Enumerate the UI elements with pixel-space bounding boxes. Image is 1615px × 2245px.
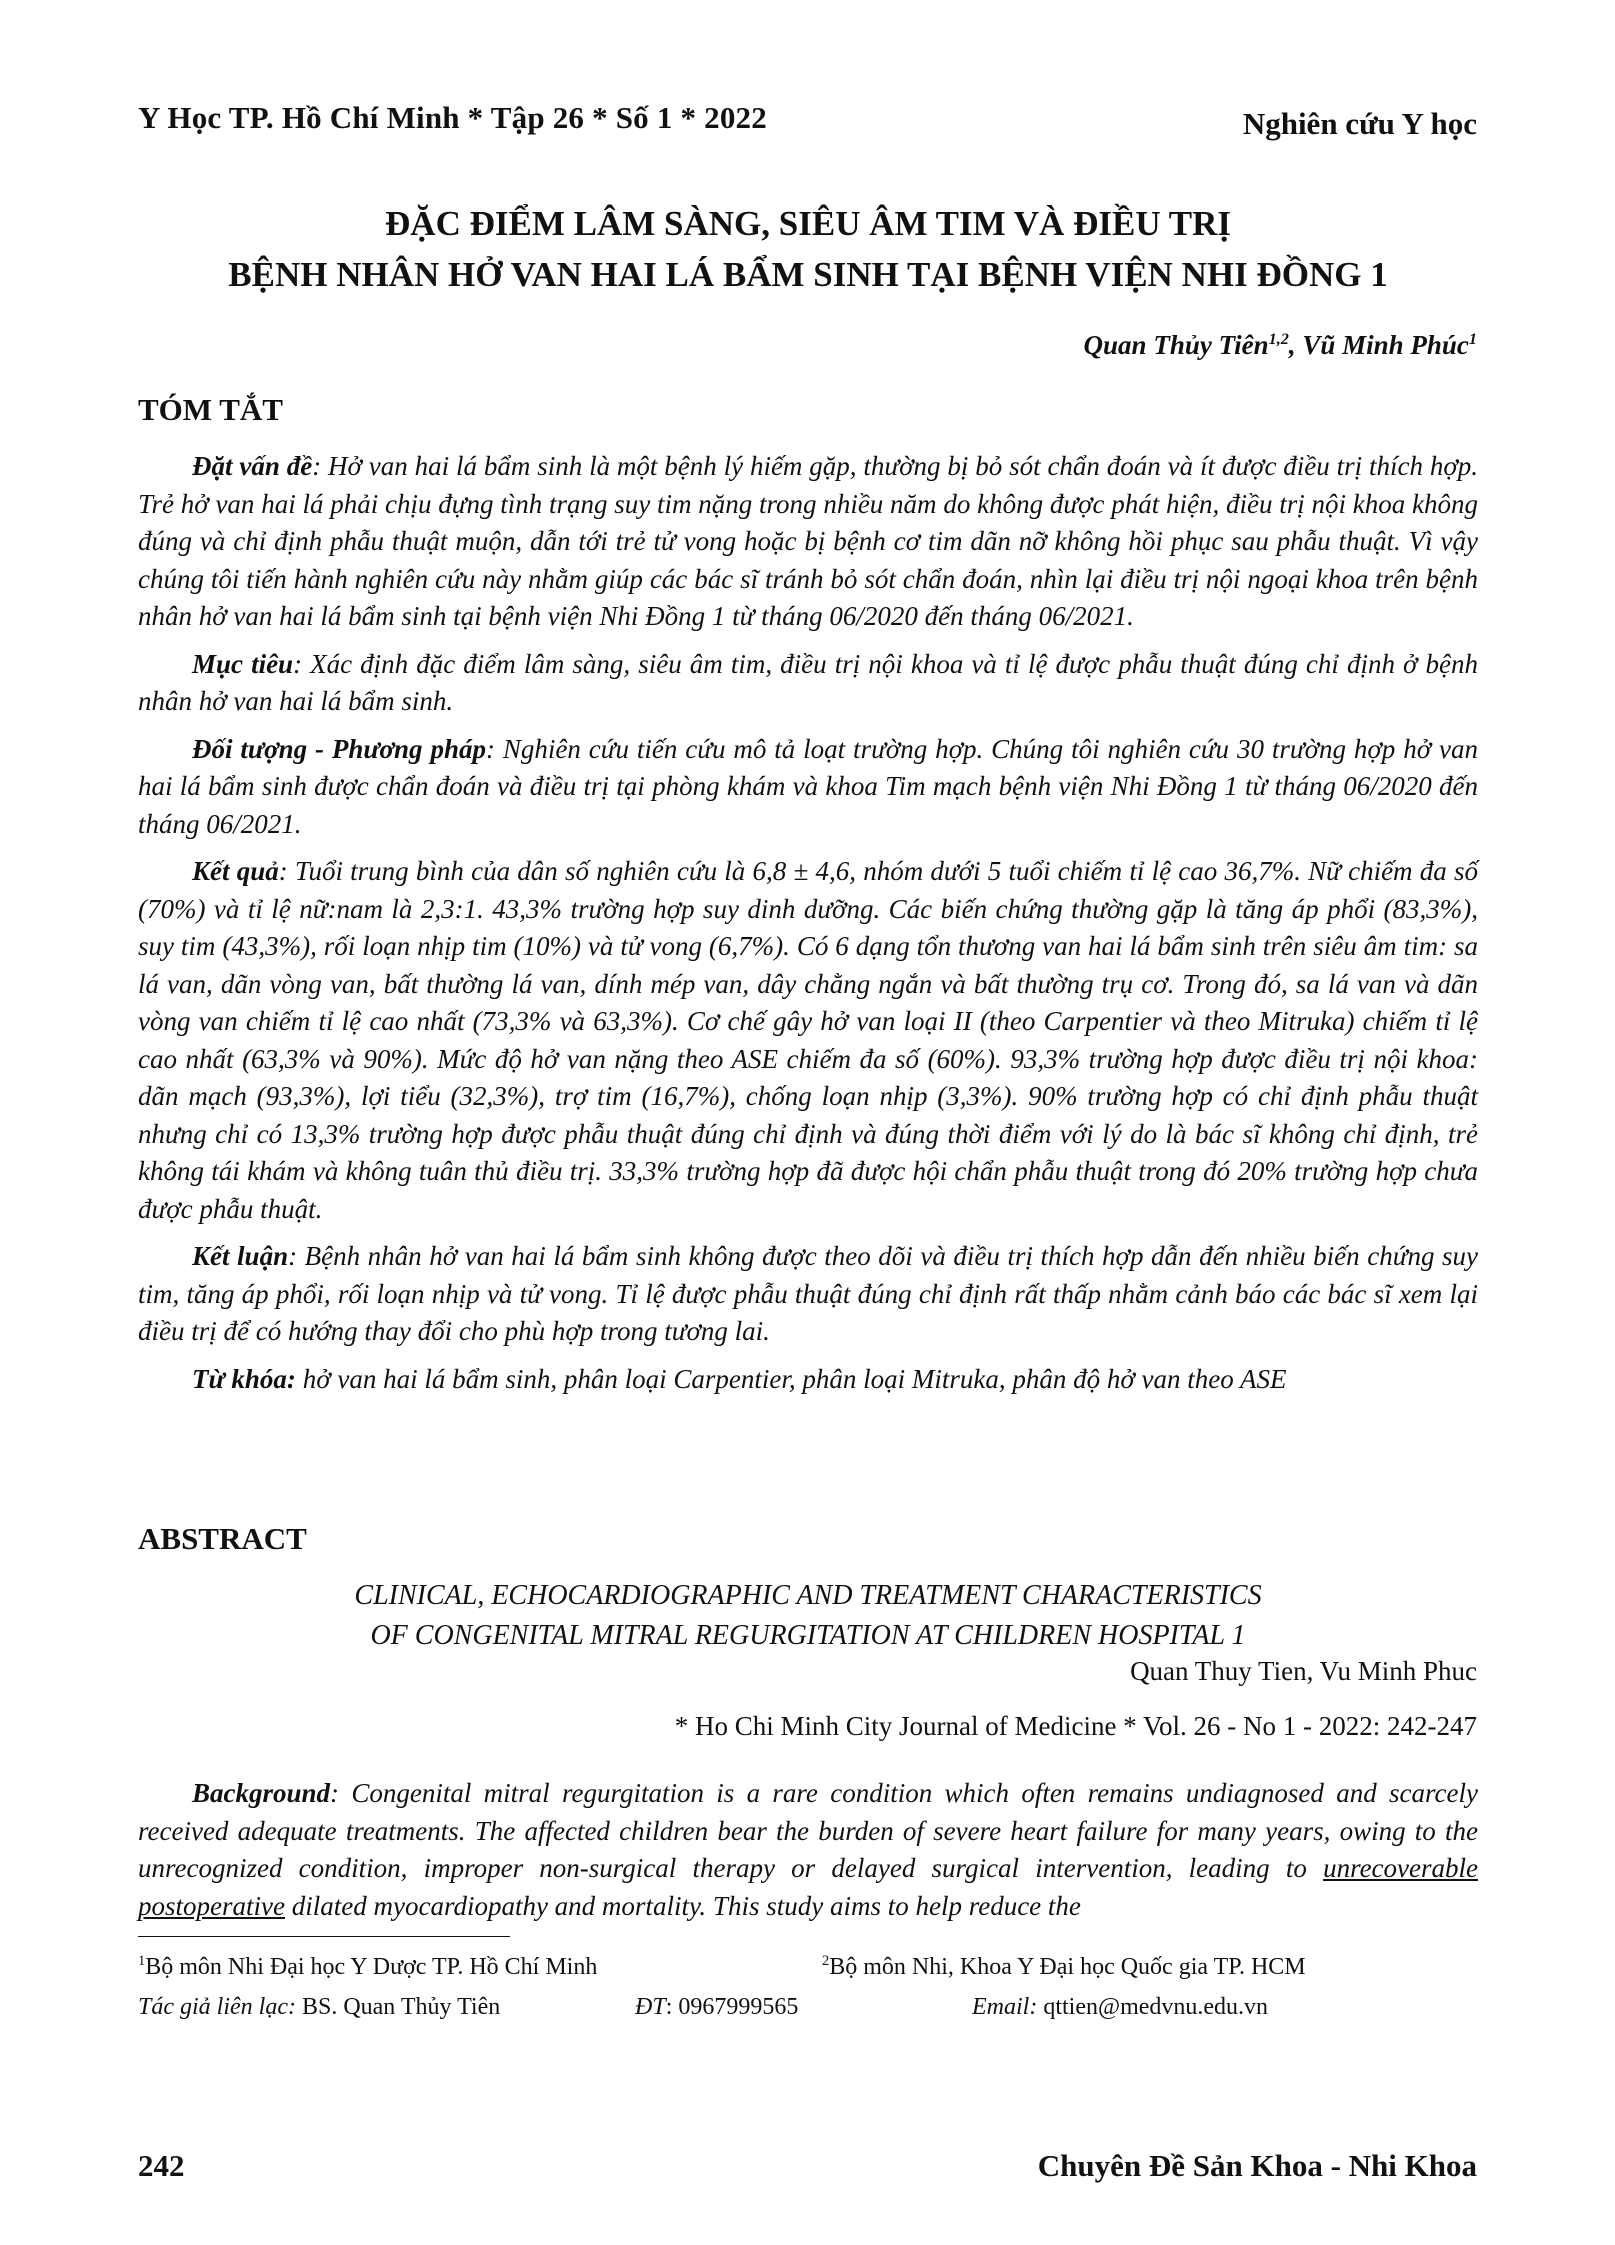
- background-text: : Hở van hai lá bẩm sinh là một bệnh lý hiếm gặp, thường bị bỏ sót chẩn đoán và ít được điều trị thích hợp. Trẻ hở van hai lá phải chịu đựng tình trạng suy tim nặng trong nhiều năm do không được phát hiện, điều trị nội khoa không đúng và chỉ định phẫu thuật muộn, dẫn tới trẻ tử vong hoặc bị bệnh cơ tim dãn nỡ không hồi phục sau phẫu thuật. Vì vậy chúng tôi tiến hành nghiên cứu này nhằm giúp các bác sĩ tránh bỏ sót chẩn đoán, nhìn lại điều trị nội ngoại khoa trên bệnh nhân hở van hai lá bẩm sinh tại bệnh viện Nhi Đồng 1 từ tháng 06/2020 đến tháng 06/2021.: [138, 451, 1479, 631]
- abstract-background-text-1: : Congenital mitral regurgitation is a rare condition which often remains undiagnosed and scarcely received adequate treatments. The affected children bear the burden of severe heart failure for many years, owing to the unrecognized condition, improper non-surgical therapy or delayed surgical intervention, leading to: [138, 1778, 1478, 1883]
- affiliation-2: [822, 1954, 1306, 1981]
- author-2: Vũ Minh Phúc: [1302, 330, 1469, 360]
- abstract-underlined-text: unrecoverable postoperative: [138, 1853, 1478, 1921]
- abstract-background-text-2: dilated myocardiopathy and mortality. This study aims to help reduce the: [284, 1890, 1081, 1921]
- footer-topic: Chuyên Đề Sản Khoa - Nhi Khoa: [1037, 2148, 1477, 2183]
- contact-label: Tác giả liên lạc:: [138, 1994, 296, 2020]
- contact-email: [972, 1994, 1268, 2021]
- contact-name: BS. Quan Thủy Tiên: [295, 1994, 501, 2020]
- contact-phone: [635, 1994, 798, 2021]
- section-header: Nghiên cứu Y học: [1242, 106, 1477, 141]
- summary-objective-paragraph: [138, 646, 1478, 721]
- summary-results-paragraph: [138, 853, 1478, 1228]
- author-1: Quan Thủy Tiên: [1083, 330, 1269, 360]
- keywords-label: Từ khóa:: [192, 1363, 296, 1394]
- phone-label: ĐT: [635, 1994, 666, 2020]
- page-number: 242: [138, 2148, 185, 2183]
- author-list: [1084, 330, 1477, 361]
- objective-text: : Xác định đặc điểm lâm sàng, siêu âm tim, điều trị nội khoa và tỉ lệ được phẫu thuật đúng chỉ định ở bệnh nhân hở van hai lá bẩm sinh.: [138, 648, 1478, 716]
- results-label: Kết quả: [192, 856, 279, 886]
- keywords-text: hở van hai lá bẩm sinh, phân loại Carpentier, phân loại Mitruka, phân độ hở van theo ASE: [295, 1363, 1287, 1394]
- journal-header: Y Học TP. Hồ Chí Minh * Tập 26 * Số 1 * 2022: [138, 100, 767, 135]
- results-text: : Tuổi trung bình của dân số nghiên cứu là 6,8 ± 4,6, nhóm dưới 5 tuổi chiếm tỉ lệ cao 36,7%. Nữ chiếm đa số (70%) và tỉ lệ nữ:nam là 2,3:1. 43,3% trường hợp suy dinh dưỡng. Các biến chứng thường gặp là tăng áp phổi (83,3%), suy tim (43,3%), rối loạn nhịp tim (10%) và tử vong (6,7%). Có 6 dạng tổn thương van hai lá bẩm sinh trên siêu âm tim: sa lá van, dãn vòng van, bất thường lá van, dính mép van, dây chằng ngắn và bất thường trụ cơ. Trong đó, sa lá van và dãn vòng van chiếm tỉ lệ cao nhất (73,3% và 63,3%). Cơ chế gây hở van loại II (theo Carpentier và theo Mitruka) chiếm tỉ lệ cao nhất (63,3% và 90%). Mức độ hở van nặng theo ASE chiếm đa số (60%). 93,3% trường hợp được điều trị nội khoa: dãn mạch (93,3%), lợi tiểu (32,3%), trợ tim (16,7%), chống loạn nhịp (3,3%). 90% trường hợp có chỉ định phẫu thuật nhưng chỉ có 13,3% trường hợp được phẫu thuật đúng chỉ định và đúng thời điểm với lý do là bác sĩ không chỉ định, trẻ không tái khám và không tuân thủ điều trị. 33,3% trường hợp đã được hội chẩn phẫu thuật trong đó 20% trường hợp chưa được phẫu thuật.: [138, 856, 1478, 1224]
- author-separator: ,: [1288, 330, 1303, 360]
- summary-keywords-paragraph: [138, 1361, 1478, 1399]
- summary-background-paragraph: [138, 448, 1478, 636]
- conclusion-text: : Bệnh nhân hở van hai lá bẩm sinh không được theo dõi và điều trị thích hợp dẫn đến nhiều biến chứng suy tim, tăng áp phổi, rối loạn nhịp và tử vong. Tỉ lệ được phẫu thuật đúng chỉ định rất thấp nhằm cảnh báo các bác sĩ xem lại điều trị để có hướng thay đổi cho phù hợp trong tương lai.: [138, 1241, 1478, 1346]
- summary-methods-paragraph: [138, 731, 1478, 844]
- conclusion-label: Kết luận: [192, 1241, 289, 1271]
- summary-heading: TÓM TẮT: [138, 392, 283, 427]
- background-label: Đặt vấn đề: [192, 451, 313, 481]
- phone-value: : 0967999565: [665, 1994, 799, 2020]
- abstract-background-label: Background: [192, 1778, 331, 1808]
- summary-body: [138, 448, 1478, 1398]
- objective-label: Mục tiêu: [192, 648, 294, 679]
- author-2-affiliation: 1: [1468, 330, 1477, 348]
- contact-author: [138, 1994, 500, 2021]
- affiliation-1: [138, 1954, 597, 1981]
- abstract-authors: Quan Thuy Tien, Vu Minh Phuc: [1130, 1656, 1477, 1686]
- citation: * Ho Chi Minh City Journal of Medicine * Vol. 26 - No 1 - 2022: 242-247: [674, 1711, 1477, 1741]
- title-line-1: ĐẶC ĐIỂM LÂM SÀNG, SIÊU ÂM TIM VÀ ĐIỀU TRỊ: [385, 204, 1231, 243]
- abstract-body: [138, 1775, 1478, 1925]
- abstract-title: [138, 1576, 1478, 1656]
- email-label: Email:: [972, 1994, 1038, 2020]
- abstract-title-line-1: CLINICAL, ECHOCARDIOGRAPHIC AND TREATMENT CHARACTERISTICS: [354, 1580, 1262, 1611]
- abstract-background-paragraph: [138, 1775, 1478, 1925]
- methods-text: : Nghiên cứu tiến cứu mô tả loạt trường hợp. Chúng tôi nghiên cứu 30 trường hợp hở van hai lá bẩm sinh được chẩn đoán và điều trị tại phòng khám và khoa Tim mạch bệnh viện Nhi Đồng 1 từ tháng 06/2020 đến tháng 06/2021.: [138, 733, 1478, 839]
- affiliation-2-text: Bộ môn Nhi, Khoa Y Đại học Quốc gia TP. HCM: [829, 1954, 1306, 1980]
- email-value: qttien@medvnu.edu.vn: [1037, 1994, 1269, 2020]
- abstract-heading: ABSTRACT: [138, 1521, 307, 1556]
- methods-label: Đối tượng - Phương pháp: [192, 733, 486, 764]
- affiliation-1-text: Bộ môn Nhi Đại học Y Dược TP. Hồ Chí Minh: [145, 1954, 598, 1980]
- footnote-divider: [138, 1936, 510, 1937]
- title-line-2: BỆNH NHÂN HỞ VAN HAI LÁ BẨM SINH TẠI BỆNH VIỆN NHI ĐỒNG 1: [228, 255, 1388, 294]
- summary-conclusion-paragraph: [138, 1238, 1478, 1351]
- affiliation-1-marker: 1: [138, 1953, 146, 1969]
- abstract-title-line-2: OF CONGENITAL MITRAL REGURGITATION AT CHILDREN HOSPITAL 1: [370, 1620, 1246, 1651]
- affiliation-2-marker: 2: [822, 1953, 830, 1969]
- article-title: [138, 198, 1478, 300]
- author-1-affiliation: 1,2: [1268, 330, 1289, 348]
